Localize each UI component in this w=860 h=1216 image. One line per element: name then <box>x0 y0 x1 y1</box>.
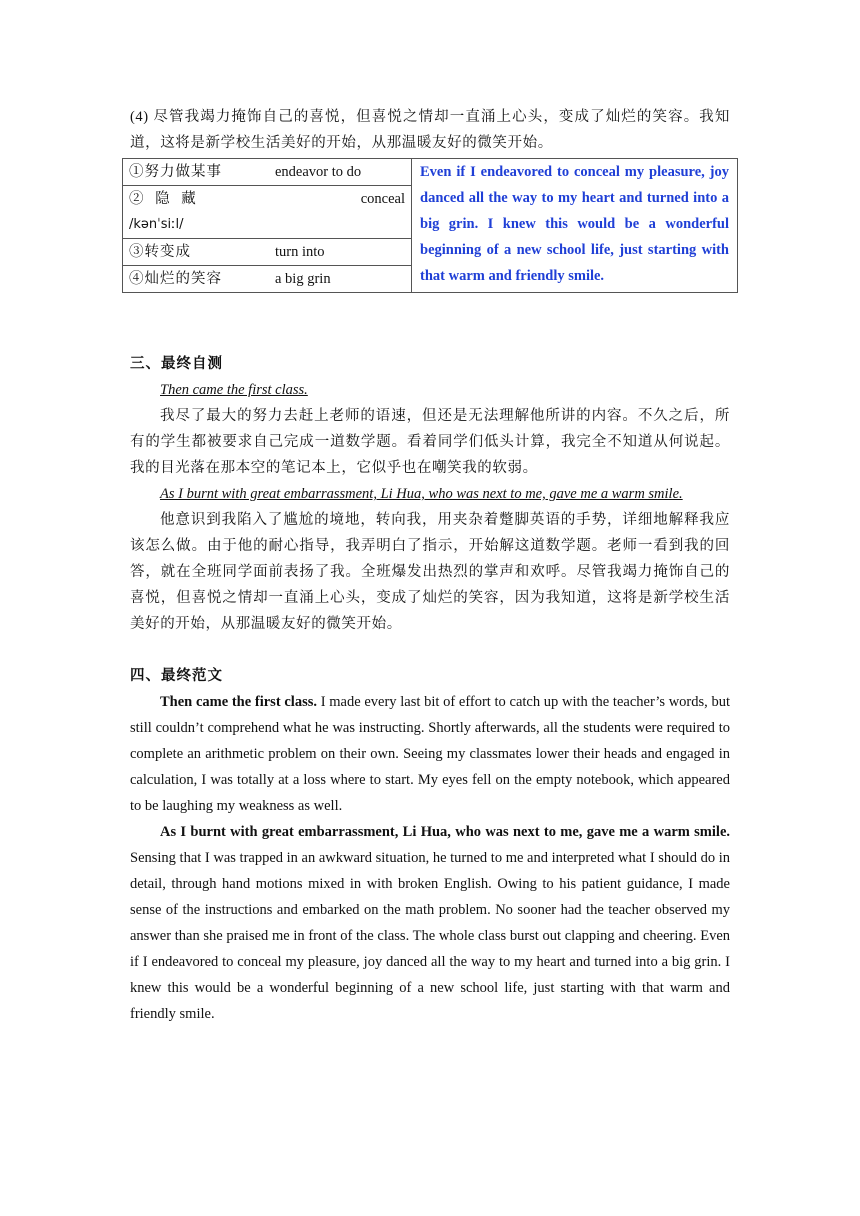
prompt-line-2: As I burnt with great embarrassment, Li Hua, who was next to me, gave me a warm smile. <box>160 486 683 502</box>
prompt-line-1: Then came the first class. <box>160 382 308 398</box>
vocab-row <box>129 239 405 265</box>
vocab-cn: ② 隐 藏 <box>129 191 200 207</box>
vocab-row <box>129 266 405 292</box>
vocab-list-cell <box>123 159 412 293</box>
essay-lead-1: Then came the first class. <box>160 694 317 710</box>
vocab-phonetic: /kənˈsiːl/ <box>129 217 184 232</box>
vocab-table <box>122 158 738 293</box>
vocab-row <box>129 186 405 238</box>
vocab-answer: Even if I endeavored to conceal my pleasure, joy danced all the way to my heart and turned into a big grin. I knew this would be a wonderful beginning of a new school life, just starting with that warm and friendly smile. <box>412 159 738 293</box>
vocab-row <box>129 159 405 185</box>
vocab-en: a big grin <box>275 271 331 287</box>
essay-lead-2: As I burnt with great embarrassment, Li Hua, who was next to me, gave me a warm smile. <box>160 824 730 840</box>
vocab-en: turn into <box>275 244 325 260</box>
intro-paragraph: (4) 尽管我竭力掩饰自己的喜悦，但喜悦之情却一直涌上心头，变成了灿烂的笑容。我知道，这将是新学校生活美好的开始，从那温暖友好的微笑开始。 <box>130 109 730 151</box>
document-page <box>130 104 730 1027</box>
essay-body-2: Sensing that I was trapped in an awkward situation, he turned to me and interpreted what I should do in detail, through hand motions mixed in with broken English. Owing to his patient guidance, I made sense of the instructions and embarked on the math problem. No sooner had the teacher observed my answer than she praised me in front of the class. The whole class burst out clapping and cheering. Even if I endeavored to conceal my pleasure, joy danced all the way to my heart and turned into a big grin. I knew this would be a wonderful beginning of a new school life, just starting with that warm and friendly smile. <box>130 850 730 1022</box>
section-title-model-essay: 四、最终范文 <box>130 668 223 684</box>
vocab-cn: ①努力做某事 <box>129 164 222 180</box>
cn-paragraph-2: 他意识到我陷入了尴尬的境地，转向我，用夹杂着蹩脚英语的手势，详细地解释我应该怎么做。由于他的耐心指导，我弄明白了指示，开始解这道数学题。老师一看到我的回答，就在全班同学面前表扬了我。全班爆发出热烈的掌声和欢呼。尽管我竭力掩饰自己的喜悦，但喜悦之情却一直涌上心头，变成了灿烂的笑容，因为我知道，这将是新学校生活美好的开始，从那温暖友好的微笑开始。 <box>130 512 730 632</box>
vocab-en: conceal <box>360 191 405 207</box>
vocab-en: endeavor to do <box>275 164 362 180</box>
essay-body-1: I made every last bit of effort to catch up with the teacher’s words, but still couldn’t comprehend what he was instructing. Shortly afterwards, all the students were required to complete an arithmetic problem on their own. Seeing my classmates lower their heads and engaged in calculation, I was totally at a loss where to start. My eyes fell on the empty notebook, which appeared to be laughing my weakness as well. <box>130 694 730 814</box>
section-title-self-test: 三、最终自测 <box>130 356 223 372</box>
vocab-cn: ③转变成 <box>129 244 191 260</box>
essay-paragraph-1 <box>130 689 730 819</box>
vocab-cn: ④灿烂的笑容 <box>129 271 222 287</box>
essay-paragraph-2 <box>130 819 730 1027</box>
cn-paragraph-1: 我尽了最大的努力去赶上老师的语速，但还是无法理解他所讲的内容。不久之后，所有的学生都被要求自己完成一道数学题。看着同学们低头计算，我完全不知道从何说起。我的目光落在那本空的笔记本上，它似乎也在嘲笑我的软弱。 <box>130 408 730 476</box>
